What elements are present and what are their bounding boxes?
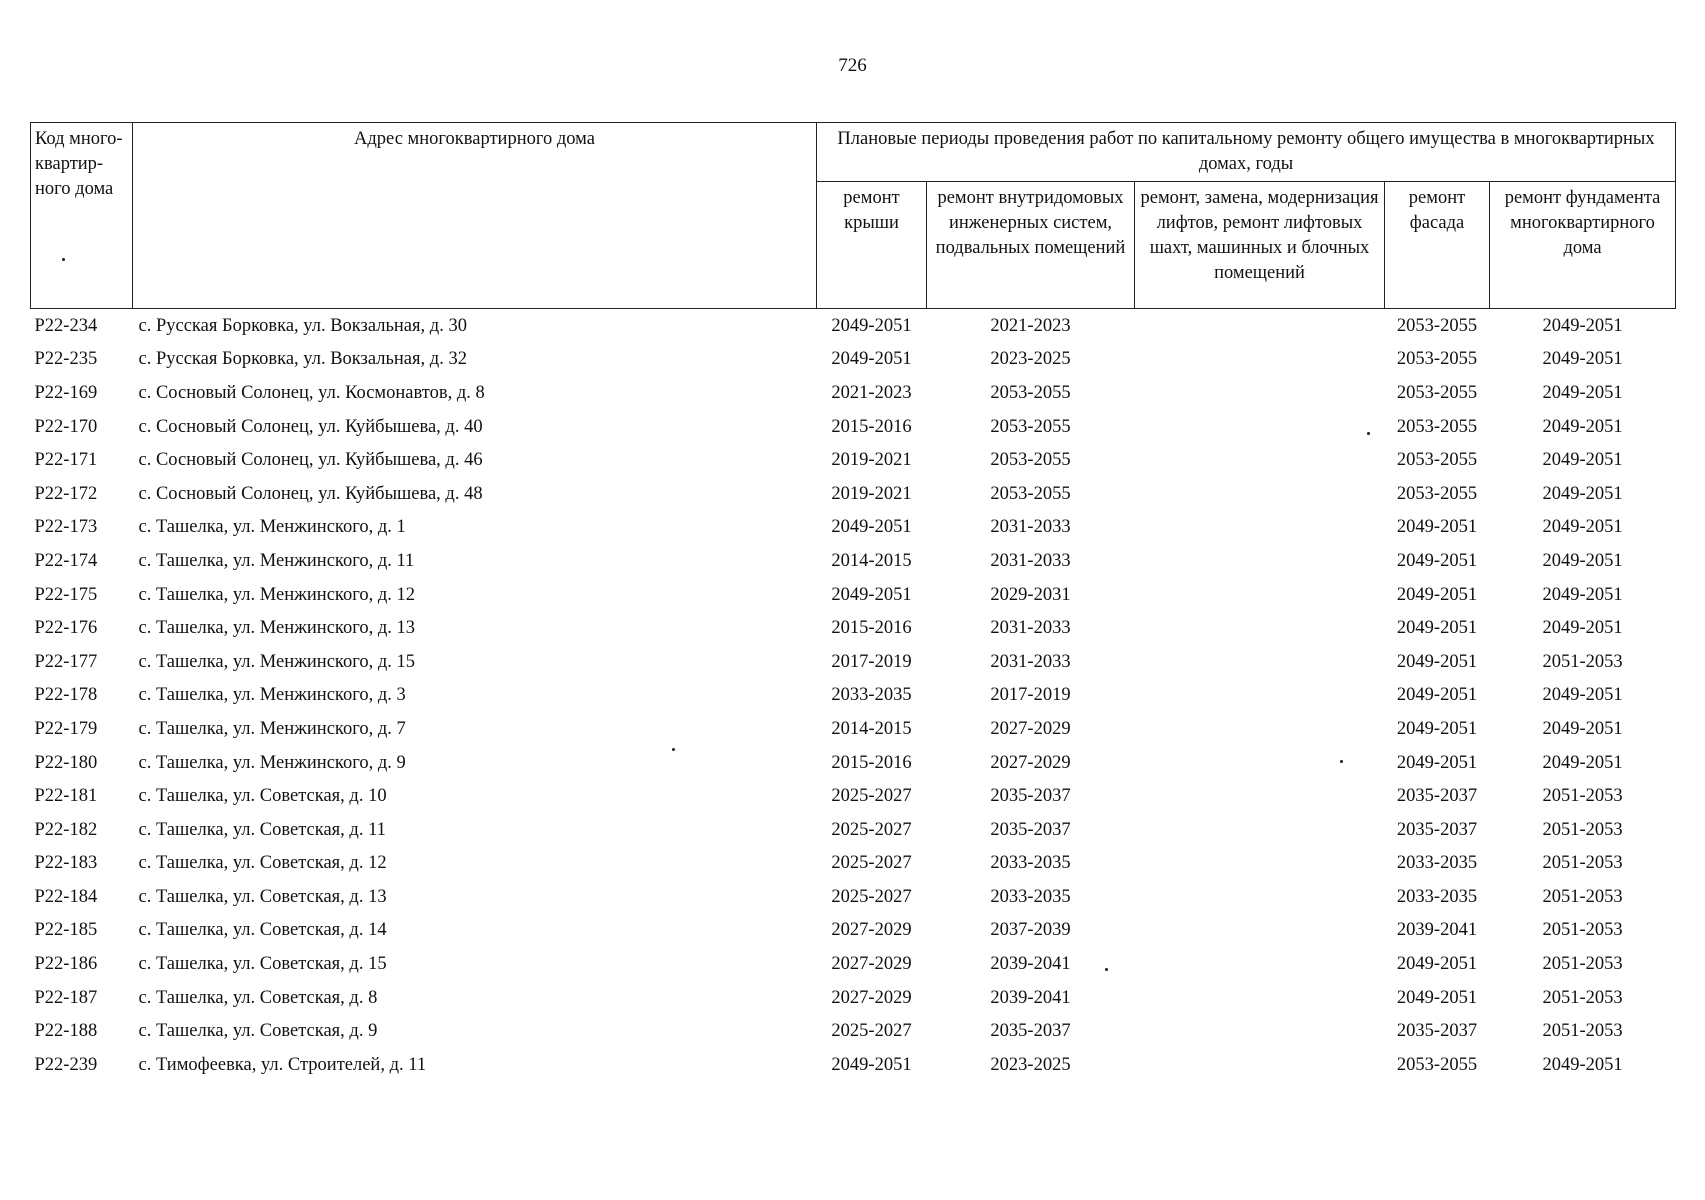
cell-engineering: 2035-2037 [990, 1021, 1071, 1042]
cell-engineering: 2031-2033 [990, 550, 1071, 571]
cell-facade: 2049-2051 [1396, 752, 1478, 773]
cell-roof: 2049-2051 [831, 315, 912, 336]
cell-roof: 2015-2016 [831, 752, 912, 773]
cell-address: с. Ташелка, ул. Советская, д. 8 [138, 987, 378, 1008]
cell-elevators [1135, 981, 1385, 1015]
cell-engineering: 2033-2035 [990, 853, 1071, 874]
cell-facade: 2053-2055 [1396, 450, 1478, 471]
cell-code: Р22-183 [34, 853, 98, 874]
cell-foundation: 2051-2053 [1542, 886, 1623, 907]
cell-facade: 2049-2051 [1396, 550, 1478, 571]
cell-roof: 2049-2051 [831, 584, 912, 605]
cell-foundation: 2049-2051 [1542, 550, 1623, 571]
cell-code: Р22-178 [34, 685, 98, 706]
cell-foundation: 2051-2053 [1542, 920, 1623, 941]
cell-elevators [1135, 309, 1385, 343]
cell-facade: 2049-2051 [1396, 584, 1478, 605]
header-engineering: ремонт внутридомовых инженерных систем, подвальных помещений [927, 182, 1135, 309]
cell-address: с. Ташелка, ул. Менжинского, д. 15 [138, 651, 415, 672]
table-row [31, 712, 1676, 746]
cell-address: с. Ташелка, ул. Менжинского, д. 1 [138, 517, 406, 538]
cell-engineering: 2033-2035 [990, 886, 1071, 907]
table-row [31, 309, 1676, 343]
page-number: 726 [838, 55, 867, 76]
cell-roof: 2017-2019 [831, 651, 912, 672]
cell-roof: 2015-2016 [831, 618, 912, 639]
cell-elevators [1135, 914, 1385, 948]
header-address: Адрес многоквартирного дома [133, 123, 817, 309]
cell-code: Р22-235 [34, 349, 98, 370]
cell-roof: 2033-2035 [831, 685, 912, 706]
header-foundation: ремонт фундамента многоквартирного дома [1490, 182, 1676, 309]
cell-engineering: 2027-2029 [990, 718, 1071, 739]
cell-code: Р22-170 [34, 416, 98, 437]
cell-address: с. Ташелка, ул. Менжинского, д. 12 [138, 584, 415, 605]
cell-code: Р22-186 [34, 954, 98, 975]
header-roof: ремонт крыши [817, 182, 927, 309]
cell-elevators [1135, 578, 1385, 612]
cell-engineering: 2017-2019 [990, 685, 1071, 706]
cell-foundation: 2049-2051 [1542, 752, 1623, 773]
cell-code: Р22-174 [34, 550, 98, 571]
table-row [31, 847, 1676, 881]
cell-elevators [1135, 544, 1385, 578]
cell-foundation: 2049-2051 [1542, 685, 1623, 706]
cell-facade: 2049-2051 [1396, 718, 1478, 739]
cell-code: Р22-172 [34, 483, 98, 504]
cell-address: с. Ташелка, ул. Советская, д. 13 [138, 886, 387, 907]
header-facade: ремонт фасада [1385, 182, 1490, 309]
cell-foundation: 2051-2053 [1542, 987, 1623, 1008]
cell-foundation: 2051-2053 [1542, 651, 1623, 672]
cell-foundation: 2049-2051 [1542, 349, 1623, 370]
cell-engineering: 2021-2023 [990, 315, 1071, 336]
cell-roof: 2049-2051 [831, 1054, 912, 1075]
table-row [31, 611, 1676, 645]
cell-roof: 2014-2015 [831, 718, 912, 739]
header-periods: Плановые периоды проведения работ по капитальному ремонту общего имущества в многоквартирных домах, годы [817, 123, 1676, 182]
table-row [31, 947, 1676, 981]
cell-engineering: 2031-2033 [990, 618, 1071, 639]
cell-foundation: 2049-2051 [1542, 517, 1623, 538]
cell-elevators [1135, 1048, 1385, 1082]
cell-address: с. Ташелка, ул. Менжинского, д. 11 [138, 550, 415, 571]
cell-engineering: 2053-2055 [990, 416, 1071, 437]
cell-engineering: 2039-2041 [990, 954, 1071, 975]
cell-foundation: 2049-2051 [1542, 718, 1623, 739]
cell-address: с. Ташелка, ул. Советская, д. 10 [138, 786, 387, 807]
cell-foundation: 2049-2051 [1542, 416, 1623, 437]
cell-elevators [1135, 813, 1385, 847]
cell-engineering: 2039-2041 [990, 987, 1071, 1008]
cell-engineering: 2053-2055 [990, 382, 1071, 403]
cell-code: Р22-179 [34, 718, 98, 739]
cell-code: Р22-182 [34, 819, 98, 840]
cell-facade: 2053-2055 [1396, 349, 1478, 370]
table-row [31, 914, 1676, 948]
cell-elevators [1135, 1014, 1385, 1048]
cell-elevators [1135, 679, 1385, 713]
table-row [31, 981, 1676, 1015]
table-row [31, 746, 1676, 780]
cell-address: с. Сосновый Солонец, ул. Куйбышева, д. 40 [138, 416, 483, 437]
cell-roof: 2015-2016 [831, 416, 912, 437]
cell-engineering: 2053-2055 [990, 483, 1071, 504]
scan-speck [1367, 432, 1370, 435]
cell-foundation: 2049-2051 [1542, 618, 1623, 639]
cell-address: с. Сосновый Солонец, ул. Куйбышева, д. 46 [138, 450, 483, 471]
cell-address: с. Сосновый Солонец, ул. Куйбышева, д. 48 [138, 483, 483, 504]
scan-speck [62, 258, 65, 261]
cell-code: Р22-173 [34, 517, 98, 538]
table-row [31, 544, 1676, 578]
table-row [31, 679, 1676, 713]
table-row [31, 443, 1676, 477]
cell-roof: 2027-2029 [831, 954, 912, 975]
cell-address: с. Русская Борковка, ул. Вокзальная, д. 30 [138, 315, 467, 336]
cell-roof: 2019-2021 [831, 450, 912, 471]
cell-elevators [1135, 947, 1385, 981]
cell-code: Р22-169 [34, 382, 98, 403]
table-row [31, 779, 1676, 813]
cell-engineering: 2053-2055 [990, 450, 1071, 471]
table-row [31, 1014, 1676, 1048]
cell-code: Р22-185 [34, 920, 98, 941]
cell-foundation: 2051-2053 [1542, 853, 1623, 874]
cell-code: Р22-177 [34, 651, 98, 672]
cell-code: Р22-184 [34, 886, 98, 907]
table-row [31, 645, 1676, 679]
cell-roof: 2025-2027 [831, 819, 912, 840]
cell-elevators [1135, 511, 1385, 545]
cell-roof: 2021-2023 [831, 382, 912, 403]
cell-elevators [1135, 645, 1385, 679]
table-row [31, 578, 1676, 612]
cell-facade: 2039-2041 [1396, 920, 1478, 941]
cell-facade: 2053-2055 [1396, 416, 1478, 437]
cell-foundation: 2051-2053 [1542, 819, 1623, 840]
cell-address: с. Тимофеевка, ул. Строителей, д. 11 [138, 1054, 427, 1075]
cell-foundation: 2049-2051 [1542, 315, 1623, 336]
cell-elevators [1135, 376, 1385, 410]
cell-code: Р22-176 [34, 618, 98, 639]
cell-foundation: 2051-2053 [1542, 1021, 1623, 1042]
cell-engineering: 2035-2037 [990, 819, 1071, 840]
cell-roof: 2025-2027 [831, 886, 912, 907]
cell-foundation: 2049-2051 [1542, 584, 1623, 605]
cell-address: с. Ташелка, ул. Советская, д. 15 [138, 954, 387, 975]
cell-engineering: 2031-2033 [990, 651, 1071, 672]
cell-elevators [1135, 712, 1385, 746]
cell-roof: 2049-2051 [831, 517, 912, 538]
table-header [31, 123, 1676, 309]
cell-roof: 2025-2027 [831, 853, 912, 874]
cell-engineering: 2037-2039 [990, 920, 1071, 941]
cell-code: Р22-171 [34, 450, 98, 471]
cell-address: с. Ташелка, ул. Советская, д. 12 [138, 853, 387, 874]
table-row [31, 813, 1676, 847]
cell-elevators [1135, 880, 1385, 914]
cell-foundation: 2051-2053 [1542, 954, 1623, 975]
cell-facade: 2035-2037 [1396, 786, 1478, 807]
cell-facade: 2049-2051 [1396, 987, 1478, 1008]
cell-elevators [1135, 611, 1385, 645]
cell-elevators [1135, 746, 1385, 780]
cell-code: Р22-239 [34, 1054, 98, 1075]
cell-elevators [1135, 779, 1385, 813]
cell-code: Р22-180 [34, 752, 98, 773]
table-row [31, 343, 1676, 377]
cell-foundation: 2049-2051 [1542, 483, 1623, 504]
cell-facade: 2049-2051 [1396, 618, 1478, 639]
scan-speck [672, 748, 675, 751]
cell-address: с. Ташелка, ул. Советская, д. 9 [138, 1021, 378, 1042]
cell-code: Р22-181 [34, 786, 98, 807]
cell-facade: 2049-2051 [1396, 685, 1478, 706]
header-elevators: ремонт, замена, модернизация лифтов, ремонт лифтовых шахт, машинных и блочных помещений [1135, 182, 1385, 309]
cell-roof: 2027-2029 [831, 987, 912, 1008]
table-row [31, 880, 1676, 914]
cell-address: с. Русская Борковка, ул. Вокзальная, д. 32 [138, 349, 467, 370]
cell-code: Р22-187 [34, 987, 98, 1008]
cell-address: с. Ташелка, ул. Советская, д. 14 [138, 920, 387, 941]
cell-foundation: 2049-2051 [1542, 382, 1623, 403]
cell-roof: 2019-2021 [831, 483, 912, 504]
cell-foundation: 2051-2053 [1542, 786, 1623, 807]
cell-roof: 2014-2015 [831, 550, 912, 571]
cell-address: с. Ташелка, ул. Менжинского, д. 7 [138, 718, 406, 739]
cell-roof: 2027-2029 [831, 920, 912, 941]
cell-facade: 2053-2055 [1396, 382, 1478, 403]
cell-engineering: 2023-2025 [990, 349, 1071, 370]
cell-facade: 2049-2051 [1396, 651, 1478, 672]
table-body [31, 309, 1676, 1082]
cell-elevators [1135, 410, 1385, 444]
scan-speck [1340, 760, 1343, 763]
cell-facade: 2049-2051 [1396, 954, 1478, 975]
cell-foundation: 2049-2051 [1542, 450, 1623, 471]
cell-code: Р22-188 [34, 1021, 98, 1042]
cell-code: Р22-234 [34, 315, 98, 336]
cell-elevators [1135, 443, 1385, 477]
cell-address: с. Ташелка, ул. Менжинского, д. 9 [138, 752, 406, 773]
scan-speck [1105, 968, 1108, 971]
cell-facade: 2053-2055 [1396, 483, 1478, 504]
cell-facade: 2053-2055 [1396, 1054, 1478, 1075]
cell-engineering: 2035-2037 [990, 786, 1071, 807]
cell-facade: 2035-2037 [1396, 1021, 1478, 1042]
table-row [31, 477, 1676, 511]
cell-foundation: 2049-2051 [1542, 1054, 1623, 1075]
table-row [31, 376, 1676, 410]
table-row [31, 1048, 1676, 1082]
cell-facade: 2033-2035 [1396, 853, 1478, 874]
cell-elevators [1135, 477, 1385, 511]
cell-address: с. Ташелка, ул. Советская, д. 11 [138, 819, 386, 840]
cell-facade: 2049-2051 [1396, 517, 1478, 538]
cell-engineering: 2031-2033 [990, 517, 1071, 538]
cell-facade: 2033-2035 [1396, 886, 1478, 907]
cell-address: с. Ташелка, ул. Менжинского, д. 3 [138, 685, 406, 706]
cell-roof: 2025-2027 [831, 786, 912, 807]
table-row [31, 511, 1676, 545]
cell-elevators [1135, 343, 1385, 377]
capital-repair-table [30, 122, 1676, 1082]
cell-facade: 2053-2055 [1396, 315, 1478, 336]
cell-elevators [1135, 847, 1385, 881]
cell-code: Р22-175 [34, 584, 98, 605]
table-row [31, 410, 1676, 444]
cell-address: с. Сосновый Солонец, ул. Космонавтов, д. 8 [138, 382, 485, 403]
header-code: Код много-квартир-ного дома [31, 123, 133, 309]
cell-roof: 2049-2051 [831, 349, 912, 370]
cell-engineering: 2029-2031 [990, 584, 1071, 605]
cell-roof: 2025-2027 [831, 1021, 912, 1042]
cell-facade: 2035-2037 [1396, 819, 1478, 840]
cell-engineering: 2023-2025 [990, 1054, 1071, 1075]
cell-address: с. Ташелка, ул. Менжинского, д. 13 [138, 618, 415, 639]
cell-engineering: 2027-2029 [990, 752, 1071, 773]
